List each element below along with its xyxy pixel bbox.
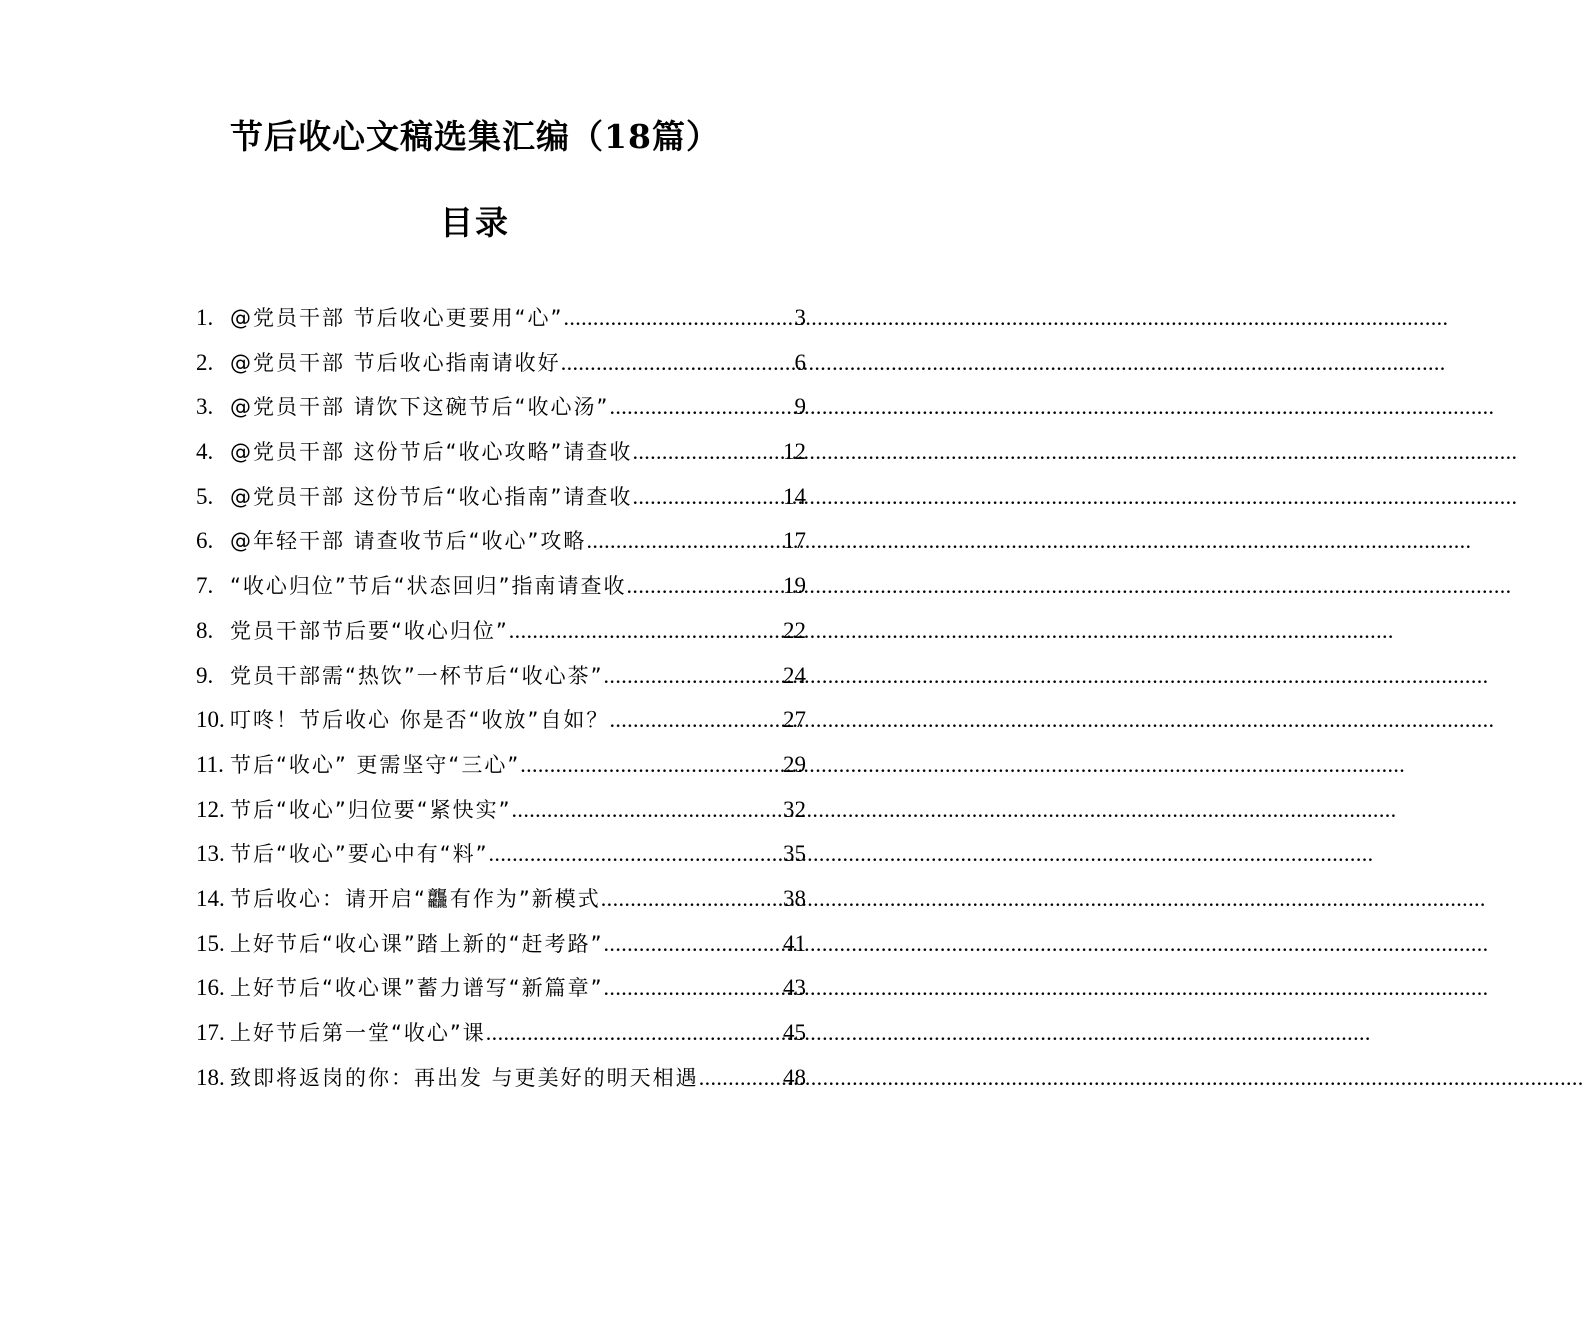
toc-entry-page: 24 — [783, 662, 806, 688]
toc-entry-page: 22 — [783, 617, 806, 643]
toc-entry-title: @党员干部 这份节后“收心攻略”请查收 — [230, 440, 633, 465]
toc-dot-leader — [520, 743, 783, 788]
table-of-contents — [196, 296, 806, 1100]
toc-entry-number: 11. — [196, 751, 224, 777]
toc-entry-page: 6 — [794, 349, 806, 375]
toc-entry[interactable] — [196, 385, 806, 430]
toc-entry-page: 32 — [783, 796, 806, 822]
toc-entry-page: 41 — [783, 930, 806, 956]
toc-entry-title: 党员干部节后要“收心归位” — [230, 618, 509, 643]
toc-entry-number: 2. — [196, 349, 214, 375]
toc-entry[interactable] — [196, 564, 806, 609]
toc-dot-leader — [509, 609, 783, 654]
toc-entry-page: 9 — [794, 394, 806, 420]
toc-entry[interactable] — [196, 743, 806, 788]
toc-entry-title: @党员干部 节后收心指南请收好 — [230, 350, 561, 375]
toc-entry-number: 4. — [196, 439, 214, 465]
toc-entry-title: @党员干部 请饮下这碗节后“收心汤” — [230, 395, 610, 420]
toc-entry-title: 致即将返岗的你：再出发 与更美好的明天相遇 — [230, 1065, 699, 1090]
toc-dot-leader — [609, 698, 783, 743]
toc-entry[interactable] — [196, 296, 806, 341]
toc-entry-title: 节后“收心” 更需坚守“三心” — [230, 752, 521, 777]
toc-entry-page: 29 — [783, 751, 806, 777]
toc-entry-number: 18. — [196, 1064, 225, 1090]
toc-entry[interactable] — [196, 922, 806, 967]
toc-dot-leader — [627, 564, 783, 609]
toc-entry-page: 17 — [783, 528, 806, 554]
toc-entry-page: 48 — [783, 1064, 806, 1090]
toc-entry-number: 7. — [196, 573, 214, 599]
toc-entry-page: 35 — [783, 841, 806, 867]
toc-dot-leader — [609, 385, 794, 430]
toc-entry[interactable] — [196, 877, 806, 922]
toc-dot-leader — [489, 832, 783, 877]
toc-entry[interactable] — [196, 698, 806, 743]
toc-entry-page: 3 — [794, 305, 806, 330]
toc-entry[interactable] — [196, 430, 806, 475]
toc-entry-page: 14 — [783, 483, 806, 509]
toc-entry-title: 节后“收心”要心中有“料” — [230, 842, 489, 867]
toc-dot-leader — [632, 475, 783, 520]
toc-entry-number: 8. — [196, 617, 214, 643]
toc-dot-leader — [486, 1011, 783, 1056]
toc-entry-page: 12 — [783, 439, 806, 465]
toc-entry-page: 38 — [783, 885, 806, 911]
toc-entry-title: 上好节后“收心课”踏上新的“赶考路” — [230, 931, 604, 956]
toc-heading: 目录 — [440, 203, 510, 242]
toc-entry-title: 叮咚！节后收心 你是否“收放”自如？ — [230, 708, 610, 733]
toc-entry-title: 节后收心：请开启“龘有作为”新模式 — [230, 886, 601, 911]
toc-dot-leader — [699, 1056, 783, 1101]
toc-dot-leader — [632, 430, 783, 475]
toc-entry-title: 党员干部需“热饮”一杯节后“收心茶” — [230, 663, 604, 688]
toc-entry-number: 16. — [196, 975, 225, 1001]
toc-entry-number: 14. — [196, 885, 225, 911]
toc-entry-number: 3. — [196, 394, 214, 420]
toc-entry-number: 6. — [196, 528, 214, 554]
toc-entry-number: 15. — [196, 930, 225, 956]
toc-entry-number: 1. — [196, 305, 214, 330]
toc-entry[interactable] — [196, 341, 806, 386]
toc-dot-leader — [604, 966, 783, 1011]
toc-entry-title: @年轻干部 请查收节后“收心”攻略 — [230, 529, 587, 554]
toc-dot-leader — [604, 654, 783, 699]
toc-entry[interactable] — [196, 788, 806, 833]
toc-entry-title: @党员干部 这份节后“收心指南”请查收 — [230, 484, 633, 509]
toc-entry[interactable] — [196, 966, 806, 1011]
toc-dot-leader — [601, 877, 783, 922]
toc-entry-title: 上好节后“收心课”蓄力谱写“新篇章” — [230, 976, 604, 1001]
toc-entry[interactable] — [196, 609, 806, 654]
toc-entry-number: 17. — [196, 1020, 225, 1045]
toc-entry-number: 9. — [196, 662, 214, 688]
toc-entry-number: 12. — [196, 796, 225, 822]
toc-entry-page: 19 — [783, 573, 806, 599]
toc-dot-leader — [512, 788, 783, 833]
document-title: 节后收心文稿选集汇编（18篇） — [230, 117, 720, 156]
toc-entry-page: 45 — [783, 1020, 806, 1045]
toc-dot-leader — [563, 296, 794, 341]
toc-dot-leader — [604, 922, 783, 967]
toc-entry-number: 13. — [196, 841, 225, 867]
toc-entry[interactable] — [196, 1056, 806, 1101]
toc-entry-title: 节后“收心”归位要“紧快实” — [230, 797, 512, 822]
toc-entry[interactable] — [196, 832, 806, 877]
toc-entry[interactable] — [196, 475, 806, 520]
toc-entry[interactable] — [196, 654, 806, 699]
toc-entry-title: “收心归位”节后“状态回归”指南请查收 — [230, 574, 627, 599]
toc-entry[interactable] — [196, 1011, 806, 1056]
toc-entry[interactable] — [196, 519, 806, 564]
toc-entry-number: 10. — [196, 707, 225, 733]
toc-entry-page: 43 — [783, 975, 806, 1001]
toc-dot-leader — [586, 519, 783, 564]
toc-entry-number: 5. — [196, 483, 214, 509]
toc-dot-leader — [561, 341, 795, 386]
toc-entry-page: 27 — [783, 707, 806, 733]
toc-entry-title: 上好节后第一堂“收心”课 — [230, 1021, 486, 1045]
toc-entry-title: @党员干部 节后收心更要用“心” — [230, 306, 564, 330]
